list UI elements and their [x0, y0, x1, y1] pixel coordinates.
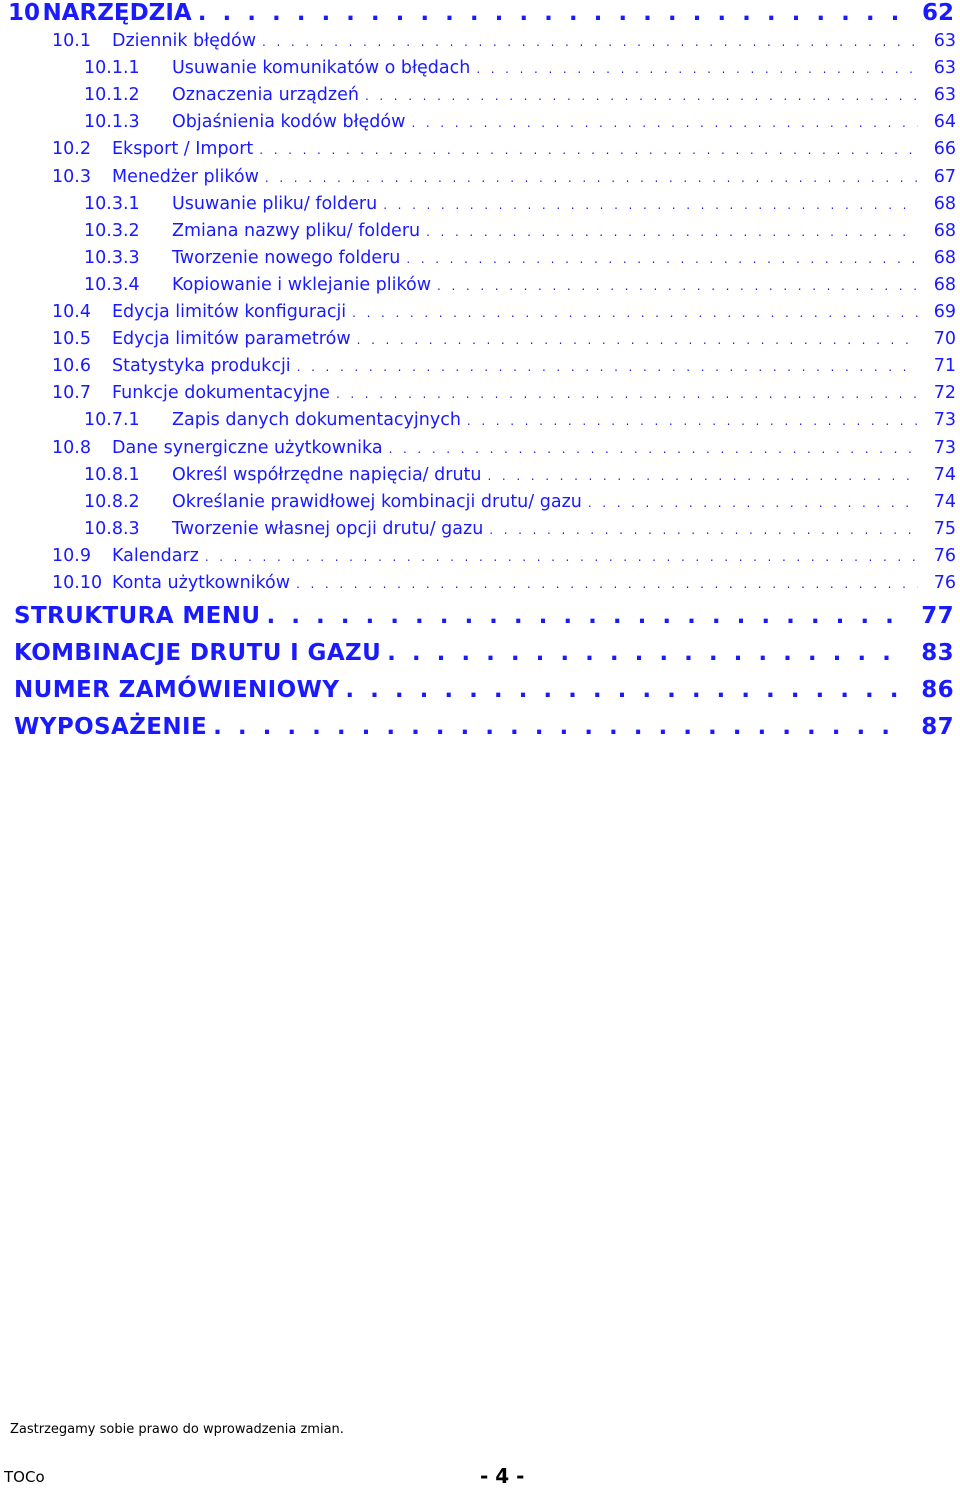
toc-entry[interactable]	[0, 329, 960, 349]
toc-chapter-10[interactable]	[8, 0, 960, 26]
toc-entry-page: 69	[933, 302, 956, 322]
toc-section-page: 77	[921, 603, 954, 629]
toc-entry-title: Dziennik błędów	[112, 31, 257, 51]
toc-section-page: 86	[921, 677, 954, 703]
toc-entry-number: 10.3.2	[84, 220, 140, 241]
dot-leader	[266, 603, 906, 629]
footer-doc-code: TOCo	[4, 1468, 45, 1486]
toc-entry[interactable]	[0, 167, 960, 187]
toc-entry[interactable]	[0, 31, 960, 51]
toc-entry-page: 63	[933, 85, 956, 106]
toc-entry-number: 10.3.1	[84, 193, 140, 214]
toc-entry-title: Funkcje dokumentacyjne	[112, 383, 330, 404]
toc-entry-title: Usuwanie komunikatów o błędach	[172, 58, 471, 79]
toc-section[interactable]	[0, 640, 960, 666]
toc-section-title: KOMBINACJE DRUTU I GAZU	[14, 640, 382, 666]
toc-entry-title: Edycja limitów parametrów	[112, 329, 351, 350]
toc-entry-page: 74	[933, 491, 956, 512]
toc-entry-title: Menedżer plików	[112, 166, 259, 187]
toc-entry-title: Statystyka produkcji	[112, 356, 291, 377]
toc-entry-number: 10.3.3	[84, 247, 140, 268]
toc-entry-page: 71	[933, 356, 956, 377]
toc-entry-number: 10.1.1	[84, 58, 140, 79]
toc-entry-title: Objaśnienia kodów błędów	[172, 112, 406, 133]
toc-entry-page: 72	[933, 383, 956, 404]
toc-section-title: WYPOSAŻENIE	[14, 714, 208, 740]
toc-entry-page: 68	[933, 247, 956, 268]
toc-entry-number: 10.7.1	[84, 410, 140, 431]
toc-entry-number: 10.1.3	[84, 112, 140, 133]
dot-leader	[265, 171, 918, 185]
toc-entry-title: Kopiowanie i wklejanie plików	[172, 274, 432, 295]
dot-leader	[383, 198, 918, 212]
toc-entry-number: 10.1	[52, 31, 91, 51]
dot-leader	[387, 640, 906, 666]
dot-leader	[411, 116, 918, 130]
toc-entry-title: Zmiana nazwy pliku/ folderu	[172, 220, 421, 241]
toc-entry-page: 66	[933, 139, 956, 160]
dot-leader	[213, 714, 906, 740]
toc-entry-title: Eksport / Import	[112, 139, 254, 160]
toc-entry[interactable]	[0, 356, 960, 376]
dot-leader	[357, 333, 918, 347]
chapter-title: NARZĘDZIA	[42, 0, 192, 26]
dot-leader	[365, 89, 918, 103]
toc-entry-title: Usuwanie pliku/ folderu	[172, 193, 378, 214]
toc-entry[interactable]	[0, 573, 960, 593]
toc-section[interactable]	[0, 603, 960, 629]
toc-entry[interactable]	[0, 58, 960, 78]
toc-entry[interactable]	[0, 194, 960, 214]
dot-leader	[259, 143, 918, 157]
toc-entry-page: 70	[933, 329, 956, 350]
toc-entry[interactable]	[0, 302, 960, 322]
dot-leader	[406, 252, 918, 266]
toc-entry-title: Określ współrzędne napięcia/ drutu	[172, 464, 482, 485]
toc-entry-title: Zapis danych dokumentacyjnych	[172, 410, 461, 431]
toc-entry[interactable]	[0, 492, 960, 512]
toc-entry[interactable]	[0, 410, 960, 430]
toc-entry-title: Tworzenie własnej opcji drutu/ gazu	[172, 518, 484, 539]
toc-entry-number: 10.10	[52, 573, 103, 593]
toc-entry-page: 75	[933, 518, 956, 539]
toc-entry[interactable]	[0, 438, 960, 458]
chapter-page: 62	[921, 0, 954, 26]
toc-entry[interactable]	[0, 383, 960, 403]
toc-entry[interactable]	[0, 275, 960, 295]
dot-leader	[205, 550, 918, 564]
toc-entry-title: Edycja limitów konfiguracji	[112, 302, 347, 322]
toc-entry-number: 10.8.3	[84, 518, 140, 539]
dot-leader	[198, 0, 906, 26]
toc-entry-page: 63	[933, 58, 956, 79]
toc-section-title: STRUKTURA MENU	[14, 603, 261, 629]
toc-entry[interactable]	[0, 139, 960, 159]
toc-entry-title: Kalendarz	[112, 545, 199, 566]
toc-entry-title: Określanie prawidłowej kombinacji drutu/ gazu	[172, 491, 582, 512]
toc-entry-title: Tworzenie nowego folderu	[172, 247, 401, 268]
footer-disclaimer: Zastrzegamy sobie prawo do wprowadzenia zmian.	[10, 1422, 344, 1437]
toc-entry-number: 10.1.2	[84, 85, 140, 106]
toc-entry-number: 10.6	[52, 356, 91, 377]
toc-entry-title: Dane synergiczne użytkownika	[112, 437, 383, 458]
toc-entry-number: 10.9	[52, 545, 91, 566]
dot-leader	[345, 677, 906, 703]
toc-entry-number: 10.8.2	[84, 491, 140, 512]
toc-entry-page: 68	[933, 193, 956, 214]
toc-entry-title: Konta użytkowników	[112, 573, 291, 593]
chapter-number: 10	[8, 0, 41, 26]
toc-entry[interactable]	[0, 85, 960, 105]
dot-leader	[437, 279, 918, 293]
toc-entry-page: 73	[933, 437, 956, 458]
toc-entry-page: 63	[933, 31, 956, 51]
toc-entry-number: 10.8	[52, 437, 91, 458]
toc-entry-title: Oznaczenia urządzeń	[172, 85, 359, 106]
toc-entry-number: 10.3	[52, 166, 91, 187]
toc-entry-number: 10.3.4	[84, 274, 140, 295]
toc-entry-number: 10.2	[52, 139, 91, 160]
dot-leader	[588, 496, 918, 510]
footer-page-number: - 4 -	[480, 1464, 525, 1488]
toc-entry-number: 10.4	[52, 302, 91, 322]
dot-leader	[426, 225, 918, 239]
toc-entry-page: 76	[933, 573, 956, 593]
dot-leader	[467, 414, 918, 428]
dot-leader	[489, 523, 918, 537]
toc-section-title: NUMER ZAMÓWIENIOWY	[14, 677, 340, 703]
toc-entry-number: 10.7	[52, 383, 91, 404]
toc-entry-number: 10.5	[52, 329, 91, 350]
dot-leader	[476, 62, 918, 76]
toc-entry[interactable]	[0, 465, 960, 485]
toc-entry-page: 64	[933, 112, 956, 133]
toc-entry-page: 68	[933, 274, 956, 295]
dot-leader	[352, 306, 918, 320]
toc-entry[interactable]	[0, 519, 960, 539]
toc-entry[interactable]	[0, 221, 960, 241]
toc-entry-page: 74	[933, 464, 956, 485]
dot-leader	[488, 469, 919, 483]
toc-section[interactable]	[0, 677, 960, 703]
toc-entry[interactable]	[0, 112, 960, 132]
toc-entry-page: 76	[933, 545, 956, 566]
toc-section-page: 83	[921, 640, 954, 666]
toc-section-page: 87	[921, 714, 954, 740]
dot-leader	[389, 442, 918, 456]
dot-leader	[262, 35, 918, 49]
dot-leader	[297, 360, 918, 374]
toc-entry[interactable]	[0, 546, 960, 566]
toc-entry-page: 67	[933, 166, 956, 187]
toc-entry[interactable]	[0, 248, 960, 268]
dot-leader	[336, 387, 918, 401]
dot-leader	[296, 577, 918, 591]
toc-section[interactable]	[0, 714, 960, 740]
toc-entry-number: 10.8.1	[84, 464, 140, 485]
toc-entry-page: 68	[933, 220, 956, 241]
toc-entry-page: 73	[933, 410, 956, 431]
